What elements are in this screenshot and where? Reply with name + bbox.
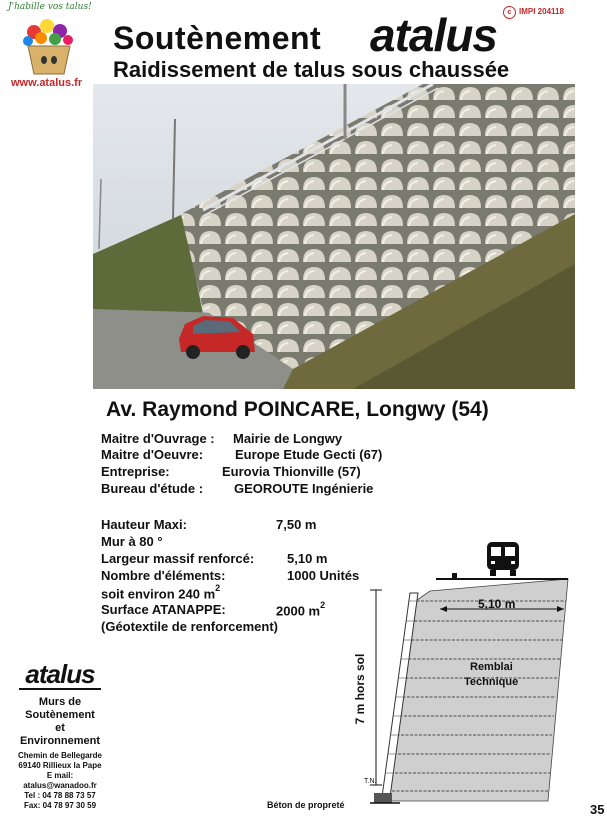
elements-value: 1000 Unités — [287, 568, 360, 583]
page-subtitle: Raidissement de talus sous chaussée — [113, 57, 510, 82]
diagram-beton-label: Béton de propreté — [267, 800, 345, 810]
geotextile-note: (Géotextile de renforcement) — [101, 619, 278, 634]
surface-value-exponent: 2 — [320, 600, 326, 610]
page-title: Soutènement — [113, 20, 322, 56]
diagram-width-label: 5,10 m — [478, 597, 516, 611]
company-tel: Tel : 04 78 88 73 57 — [24, 791, 96, 800]
cross-section-diagram — [340, 535, 580, 815]
party-label: Maitre d'Oeuvre: — [101, 447, 204, 462]
approx-area — [101, 585, 220, 601]
site-photo — [93, 84, 575, 389]
flower-pot-logo-icon — [14, 14, 84, 76]
company-info — [10, 660, 110, 811]
company-email[interactable]: atalus@wanadoo.fr — [23, 781, 97, 790]
company-brand: atalus — [19, 660, 100, 690]
approx-area-text: soit environ 240 m — [101, 586, 216, 602]
brand-logo-text: atalus — [370, 9, 497, 61]
diagram-remblai-label: Remblai — [470, 661, 513, 673]
company-line: Environnement — [19, 735, 101, 747]
width-value: 5,10 m — [287, 551, 328, 566]
height-value: 7,50 m — [276, 517, 317, 532]
height-label: Hauteur Maxi: — [101, 517, 187, 532]
company-line: et — [55, 722, 65, 734]
party-label: Maitre d'Ouvrage : — [101, 431, 215, 446]
copyright-text: IMPI 204118 — [519, 7, 564, 16]
elements-label: Nombre d'éléments: — [101, 568, 226, 583]
wall-angle: Mur à 80 ° — [101, 534, 163, 549]
surface-label: Surface ATANAPPE: — [101, 602, 226, 617]
diagram-tn-label: T.N. — [364, 778, 377, 785]
company-line: Soutènement — [25, 709, 95, 721]
website-link[interactable]: www.atalus.fr — [11, 77, 83, 89]
party-value: GEOROUTE Ingénierie — [234, 481, 374, 496]
copyright-notice — [503, 6, 564, 19]
party-value: Mairie de Longwy — [233, 431, 343, 446]
party-label: Bureau d'étude : — [101, 481, 204, 496]
company-line: Murs de — [38, 696, 82, 708]
company-fax: Fax: 04 78 97 30 59 — [23, 801, 97, 810]
bus-icon — [484, 540, 522, 578]
page-number: 35 — [590, 802, 605, 817]
party-value: Eurovia Thionville (57) — [222, 464, 361, 479]
width-label: Largeur massif renforcé: — [101, 551, 255, 566]
company-email-label: E mail: — [46, 771, 74, 780]
approx-area-exponent: 2 — [215, 583, 221, 593]
diagram-height-label: 7 m hors sol — [353, 653, 367, 725]
company-address: Chemin de Bellegarde — [17, 751, 103, 760]
party-label: Entreprise: — [101, 464, 170, 479]
logo-slogan: J'habille vos talus! — [8, 2, 92, 12]
party-value: Europe Etude Gecti (67) — [235, 447, 383, 462]
copyright-symbol: c — [503, 6, 516, 19]
company-city: 69140 Rillieux la Pape — [18, 761, 102, 770]
diagram-technique-label: Technique — [464, 676, 519, 688]
surface-value-text: 2000 m — [276, 603, 321, 619]
project-location: Av. Raymond POINCARE, Longwy (54) — [106, 398, 489, 421]
retaining-wall-photo-image — [93, 84, 575, 389]
surface-value — [276, 602, 325, 618]
